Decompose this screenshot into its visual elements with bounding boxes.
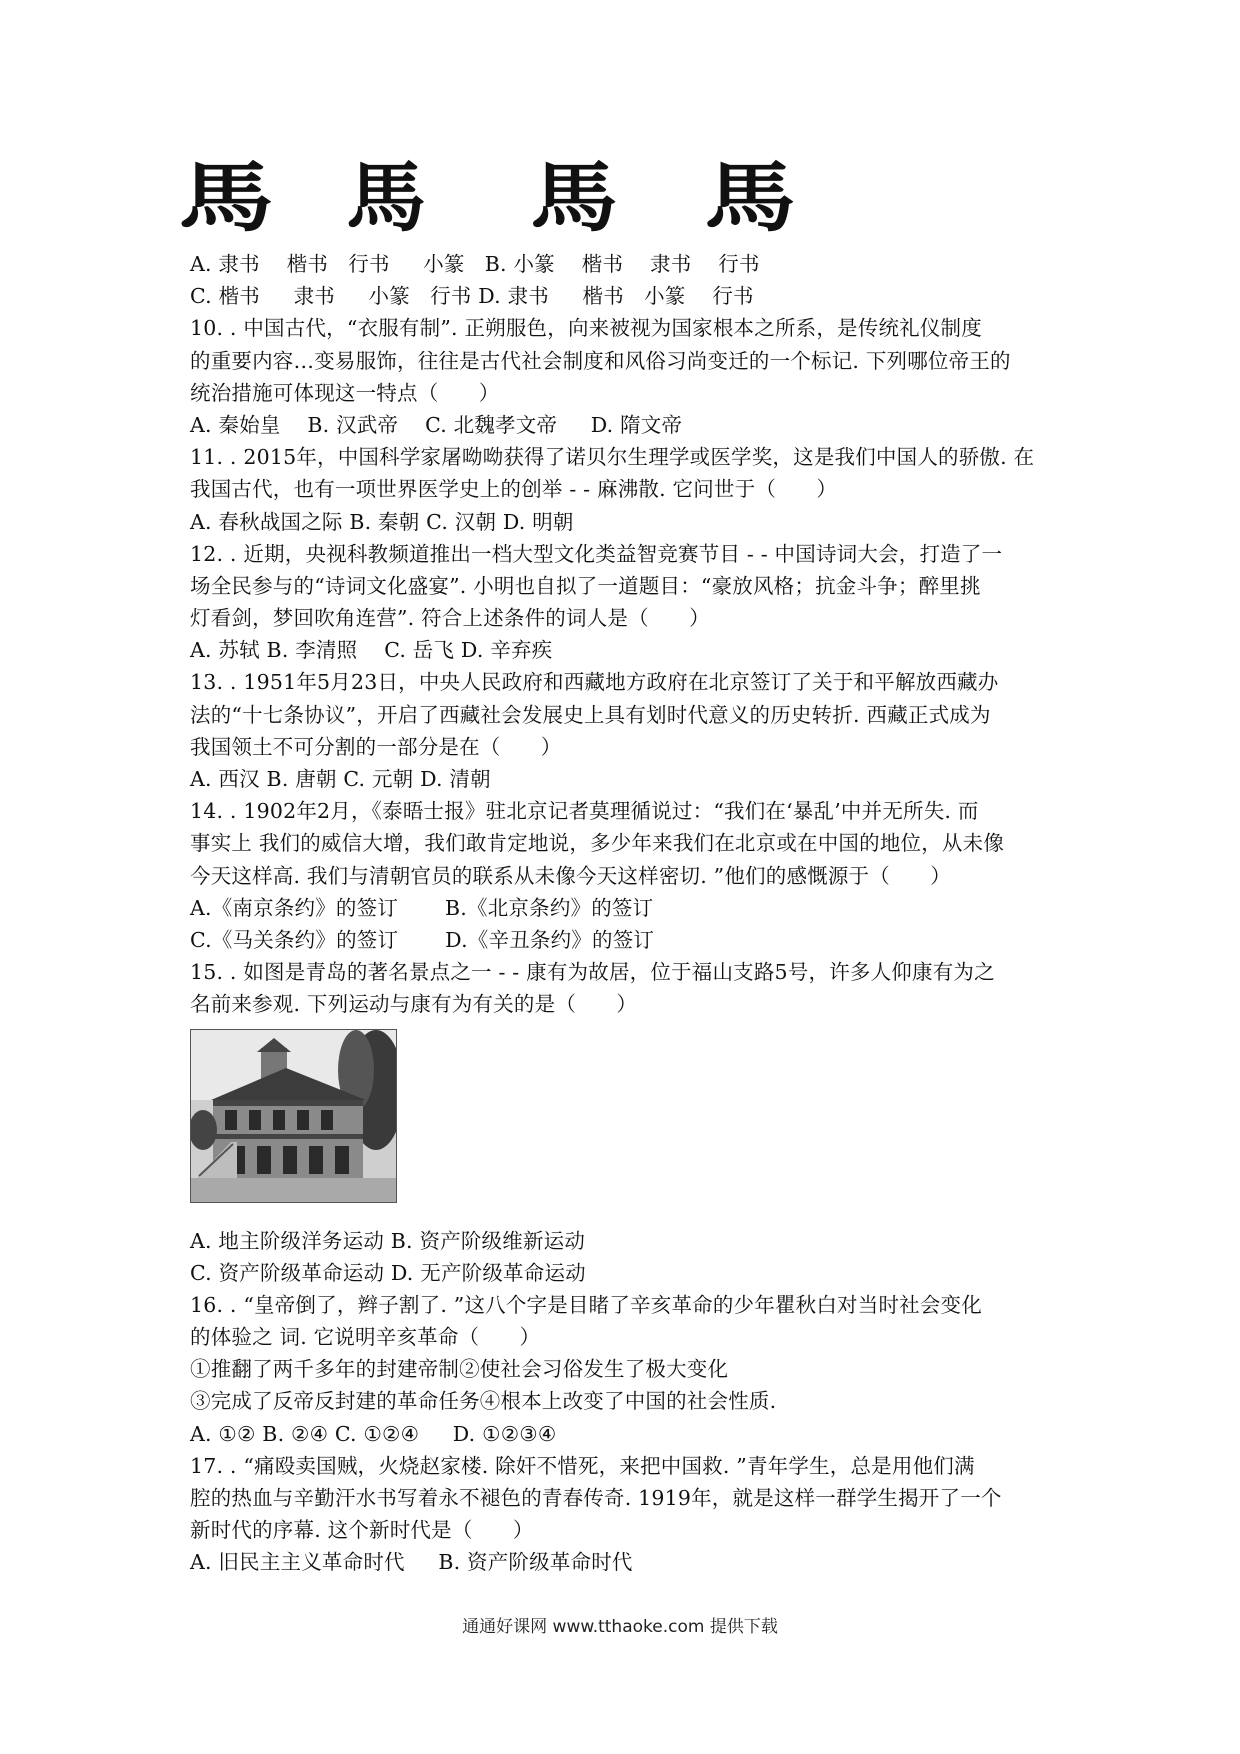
text-line: A. 地主阶级洋务运动 B. 资产阶级维新运动 bbox=[190, 1228, 586, 1253]
text-line: 16. . “皇帝倒了，辫子割了. ”这八个字是目睹了辛亥革命的少年瞿秋白对当时社会变化 bbox=[190, 1292, 982, 1317]
text-line: A. 旧民主主义革命时代 B. 资产阶级革命时代 bbox=[190, 1550, 633, 1575]
question-text bbox=[190, 248, 1070, 1579]
text-line: 场全民参与的“诗词文化盛宴”. 小明也自拟了一道题目：“豪放风格；抗金斗争；醉里挑 bbox=[190, 573, 981, 598]
text-line: 灯看剑，梦回吹角连营”. 符合上述条件的词人是（ ） bbox=[190, 606, 710, 631]
text-line: 今天这样高. 我们与清朝官员的联系从未像今天这样密切. ”他们的感慨源于（ ） bbox=[190, 863, 951, 888]
text-line: 统治措施可体现这一特点（ ） bbox=[190, 380, 500, 405]
text-line: 新时代的序幕. 这个新时代是（ ） bbox=[190, 1518, 534, 1543]
text-line: 17. . “痛殴卖国贼，火烧赵家楼. 除奸不惜死，来把中国救. ”青年学生，总是用他们满 bbox=[190, 1453, 975, 1478]
text-line: 15. . 如图是青岛的著名景点之一 - - 康有为故居，位于福山支路5号，许多人仰康有为之 bbox=[190, 960, 995, 985]
calligraphy-char-3: 馬 bbox=[530, 153, 618, 242]
text-line: A. 秦始皇 B. 汉武帝 C. 北魏孝文帝 D. 隋文帝 bbox=[190, 412, 683, 437]
question-lines-top bbox=[190, 248, 1070, 1021]
text-line: A. 苏轼 B. 李清照 C. 岳飞 D. 辛弃疾 bbox=[190, 638, 553, 663]
text-line: 10. . 中国古代，“衣服有制”. 正朔服色，向来被视为国家根本之所系，是传统礼仪制度 bbox=[190, 316, 982, 341]
text-line: 法的“十七条协议”，开启了西藏社会发展史上具有划时代意义的历史转折. 西藏正式成为 bbox=[190, 702, 991, 727]
text-line: C. 楷书 隶书 小篆 行书 D. 隶书 楷书 小篆 行书 bbox=[190, 284, 754, 309]
text-line: 腔的热血与辛勤汗水书写着永不褪色的青春传奇. 1919年，就是这样一群学生揭开了一个 bbox=[190, 1486, 1002, 1510]
text-line: ①推翻了两千多年的封建帝制②使社会习俗发生了极大变化 bbox=[190, 1357, 729, 1382]
text-line: C. 资产阶级革命运动 D. 无产阶级革命运动 bbox=[190, 1260, 586, 1285]
question-lines-bottom bbox=[190, 1225, 1070, 1579]
text-line: A. 春秋战国之际 B. 秦朝 C. 汉朝 D. 明朝 bbox=[190, 509, 574, 534]
calligraphy-char-1: 馬 bbox=[178, 153, 274, 242]
footer-source: 通通好课网 www.tthaoke.com 提供下载 bbox=[462, 1617, 778, 1637]
text-line: 我国领土不可分割的一部分是在（ ） bbox=[190, 734, 562, 759]
text-line: 的重要内容…变易服饰，往往是古代社会制度和风俗习尚变迁的一个标记. 下列哪位帝王的 bbox=[190, 348, 1011, 373]
text-line: 11. . 2015年，中国科学家屠呦呦获得了诺贝尔生理学或医学奖，这是我们中国人的骄傲. 在 bbox=[190, 445, 1035, 470]
text-line: 13. . 1951年5月23日，中央人民政府和西藏地方政府在北京签订了关于和平解放西藏办 bbox=[190, 670, 999, 695]
text-line: 我国古代，也有一项世界医学史上的创举 - - 麻沸散. 它问世于（ ） bbox=[190, 477, 838, 502]
photo-block bbox=[190, 1021, 1070, 1225]
text-line: 事实上 我们的威信大增，我们敢肯定地说，多少年来我们在北京或在中国的地位，从未像 bbox=[190, 831, 1005, 856]
text-line: 名前来参观. 下列运动与康有为有关的是（ ） bbox=[190, 992, 638, 1017]
calligraphy-char-4: 馬 bbox=[704, 153, 796, 242]
text-line: C.《马关条约》的签订 D.《辛丑条约》的签订 bbox=[190, 927, 655, 952]
text-line: A. 西汉 B. 唐朝 C. 元朝 D. 清朝 bbox=[190, 767, 491, 791]
text-line: A. ①② B. ②④ C. ①②④ D. ①②③④ bbox=[190, 1421, 557, 1446]
text-line: ③完成了反帝反封建的革命任务④根本上改变了中国的社会性质. bbox=[190, 1389, 777, 1414]
calligraphy-character-strip bbox=[178, 153, 828, 242]
text-line: A. 隶书 楷书 行书 小篆 B. 小篆 楷书 隶书 行书 bbox=[190, 252, 760, 276]
text-line: 的体验之 词. 它说明辛亥革命（ ） bbox=[190, 1325, 541, 1350]
calligraphy-char-2: 馬 bbox=[346, 153, 426, 242]
text-line: A.《南京条约》的签订 B.《北京条约》的签订 bbox=[190, 895, 654, 920]
text-line: 12. . 近期，央视科教频道推出一档大型文化类益智竞赛节目 - - 中国诗词大会，打造了一 bbox=[190, 541, 1003, 566]
text-line: 14. . 1902年2月，《泰晤士报》驻北京记者莫理循说过：“我们在‘暴乱’中并无所失. 而 bbox=[190, 799, 979, 824]
kang-youwei-residence-photo bbox=[190, 1029, 397, 1203]
